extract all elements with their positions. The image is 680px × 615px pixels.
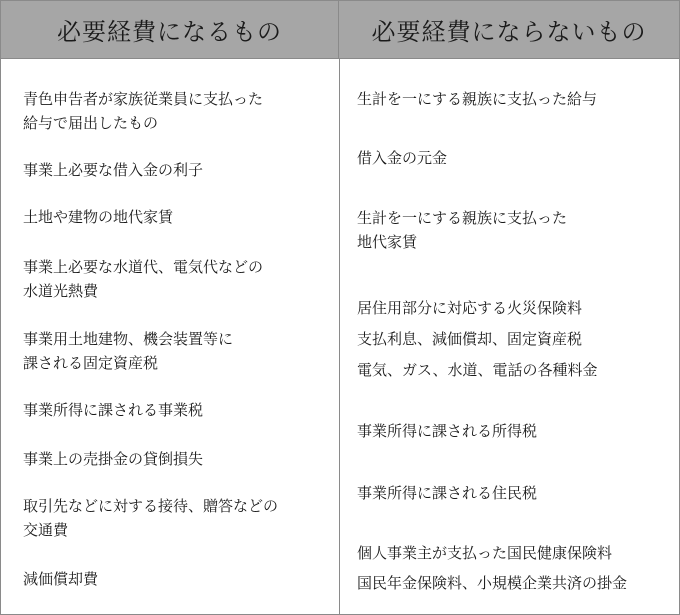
- header-deductible: 必要経費になるもの: [1, 1, 339, 59]
- header-non-deductible: 必要経費にならないもの: [339, 1, 679, 59]
- non-deductible-item-line: 生計を一にする親族に支払った: [357, 209, 568, 227]
- non-deductible-item-line: 地代家賃: [357, 233, 418, 251]
- deductible-item-line: 交通費: [23, 521, 69, 539]
- non-deductible-item-line: 借入金の元金: [357, 149, 448, 167]
- deductible-item-line: 事業用土地建物、機会装置等に: [23, 330, 234, 348]
- non-deductible-item: [357, 327, 582, 351]
- deductible-item-line: 事業所得に課される事業税: [23, 401, 204, 419]
- deductible-item: [23, 205, 173, 229]
- deductible-item-line: 給与で届出したもの: [23, 114, 159, 132]
- deductible-item-line: 減価償却費: [23, 570, 99, 588]
- deductible-item: [23, 255, 263, 303]
- non-deductible-item: [357, 419, 537, 443]
- non-deductible-item-line: 事業所得に課される所得税: [357, 422, 538, 440]
- non-deductible-item: [357, 358, 597, 382]
- non-deductible-item-line: 事業所得に課される住民税: [357, 484, 538, 502]
- deductible-item: [23, 398, 203, 422]
- non-deductible-item: [357, 541, 612, 565]
- non-deductible-item-line: 個人事業主が支払った国民健康保険料: [357, 544, 613, 562]
- deductible-item: [23, 87, 263, 135]
- non-deductible-item-line: 支払利息、減価償却、固定資産税: [357, 330, 583, 348]
- deductible-item: [23, 567, 98, 591]
- non-deductible-item-line: 国民年金保険料、小規模企業共済の掛金: [357, 574, 628, 592]
- non-deductible-item: [357, 206, 567, 254]
- non-deductible-item: [357, 481, 537, 505]
- non-deductible-item: [357, 146, 447, 170]
- non-deductible-item: [357, 571, 627, 595]
- deductible-item-line: 事業上必要な水道代、電気代などの: [23, 258, 264, 276]
- deductible-item: [23, 158, 203, 182]
- deductible-item-line: 事業上の売掛金の貸倒損失: [23, 450, 204, 468]
- column-divider: [339, 59, 340, 615]
- deductible-item-line: 事業上必要な借入金の利子: [23, 161, 204, 179]
- non-deductible-item: [357, 87, 597, 111]
- deductible-item-line: 青色申告者が家族従業員に支払った: [23, 90, 264, 108]
- deductible-item-line: 課される固定資産税: [23, 354, 159, 372]
- deductible-item: [23, 447, 203, 471]
- non-deductible-item-line: 電気、ガス、水道、電話の各種料金: [357, 361, 598, 379]
- deductible-item: [23, 494, 278, 542]
- deductible-item-line: 水道光熱費: [23, 282, 99, 300]
- non-deductible-item-line: 居住用部分に対応する火災保険料: [357, 299, 583, 317]
- deductible-item-line: 土地や建物の地代家賃: [23, 208, 174, 226]
- non-deductible-item: [357, 296, 582, 320]
- deductible-item-line: 取引先などに対する接待、贈答などの: [23, 497, 279, 515]
- deductible-item: [23, 327, 233, 375]
- non-deductible-item-line: 生計を一にする親族に支払った給与: [357, 90, 598, 108]
